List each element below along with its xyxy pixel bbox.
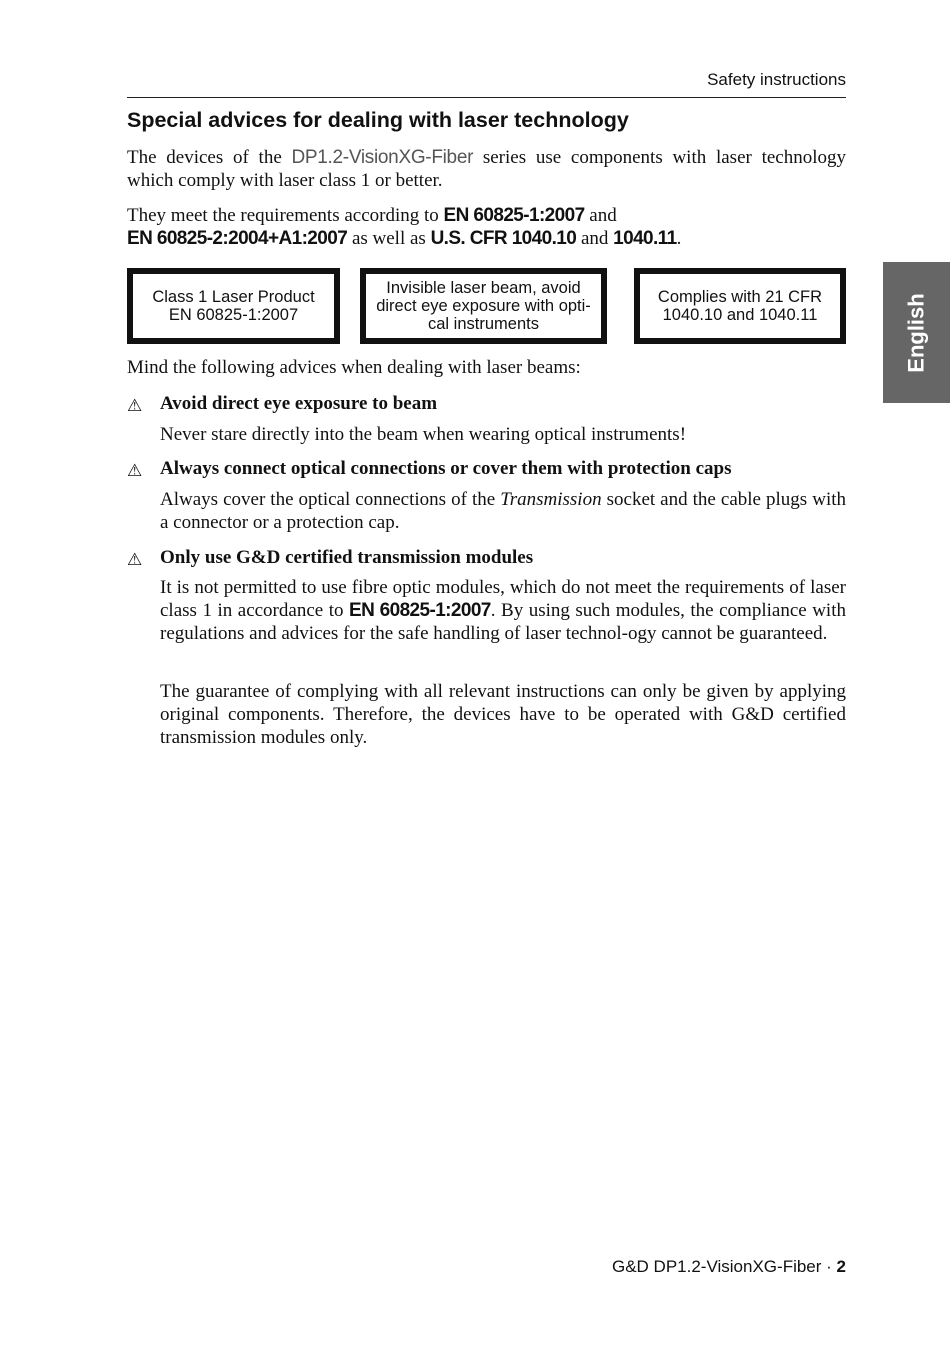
advice-title-3: Only use G&D certified transmission modules: [160, 547, 534, 568]
text-run: Always cover the optical connections of the: [160, 489, 501, 510]
advice-text-3: [160, 576, 846, 645]
intro-paragraph-2: [127, 204, 846, 250]
advice-title-2: Always connect optical connections or cover them with protection caps: [160, 458, 732, 479]
text-run: and: [576, 228, 614, 249]
laser-label-invisible-beam: [360, 268, 607, 344]
page-number: 2: [836, 1257, 846, 1276]
mind-paragraph: Mind the following advices when dealing with laser beams:: [127, 357, 581, 378]
label-line: Complies with 21 CFR: [657, 288, 823, 306]
label-line: Invisible laser beam, avoid: [386, 279, 581, 297]
socket-name: Transmission: [500, 489, 602, 510]
advice-text-3b: The guarantee of complying with all relevant instructions can only be given by applying original components. Therefore, the devices have to be operated with G&D certified transmission modules only.: [160, 681, 846, 748]
text-run: It is not permitted to use fibre optic modules, which do not meet the requirements of laser class 1 in accordance to: [160, 577, 846, 621]
standard-ref: EN 60825-1:2007: [349, 600, 491, 621]
advice-title-1: Avoid direct eye exposure to beam: [160, 393, 438, 414]
language-tab: [883, 262, 950, 403]
label-line: Class 1 Laser Product: [152, 288, 315, 306]
intro-paragraph-1: [127, 146, 846, 192]
laser-label-cfr: [634, 268, 846, 344]
text-run: The devices of the: [127, 147, 292, 168]
laser-label-class1: [127, 268, 340, 344]
standard-ref: U.S. CFR 1040.10: [430, 228, 577, 249]
standard-ref: EN 60825-1:2007: [443, 205, 585, 226]
page-title: Special advices for dealing with laser technology: [127, 108, 629, 132]
warning-icon: ⚠: [127, 396, 143, 415]
text-run: as well as: [347, 228, 431, 249]
product-name: DP1.2-VisionXG-Fiber: [291, 147, 474, 168]
label-line: cal instruments: [428, 315, 539, 333]
section-title: Safety instructions: [707, 70, 846, 89]
label-line: 1040.10 and 1040.11: [662, 306, 818, 324]
text-run: .: [676, 228, 682, 249]
advice-text-2: [160, 488, 846, 534]
page-footer: [612, 1257, 846, 1277]
footer-product: G&D DP1.2-VisionXG-Fiber ·: [612, 1257, 837, 1276]
text-run: and: [584, 205, 617, 226]
language-tab-label: English: [903, 292, 929, 373]
running-header: [127, 70, 846, 98]
standard-ref: EN 60825-2:2004+A1:2007: [127, 228, 348, 249]
advice-text-1: Never stare directly into the beam when wearing optical instruments!: [160, 424, 687, 445]
warning-icon: ⚠: [127, 461, 143, 480]
standard-ref: 1040.11: [613, 228, 677, 249]
text-run: . By using such modules, the compliance with regulations and advices for the safe handling of laser technol-ogy cannot be guaranteed.: [160, 600, 846, 644]
label-line: direct eye exposure with opti-: [376, 297, 591, 315]
label-line: EN 60825-1:2007: [168, 306, 299, 324]
text-run: They meet the requirements according to: [127, 205, 444, 226]
text-run: socket and the cable plugs with a connector or a protection cap.: [160, 489, 847, 533]
text-run: series use components with laser technology which comply with laser class 1 or better.: [127, 147, 846, 191]
warning-icon: ⚠: [127, 550, 143, 569]
